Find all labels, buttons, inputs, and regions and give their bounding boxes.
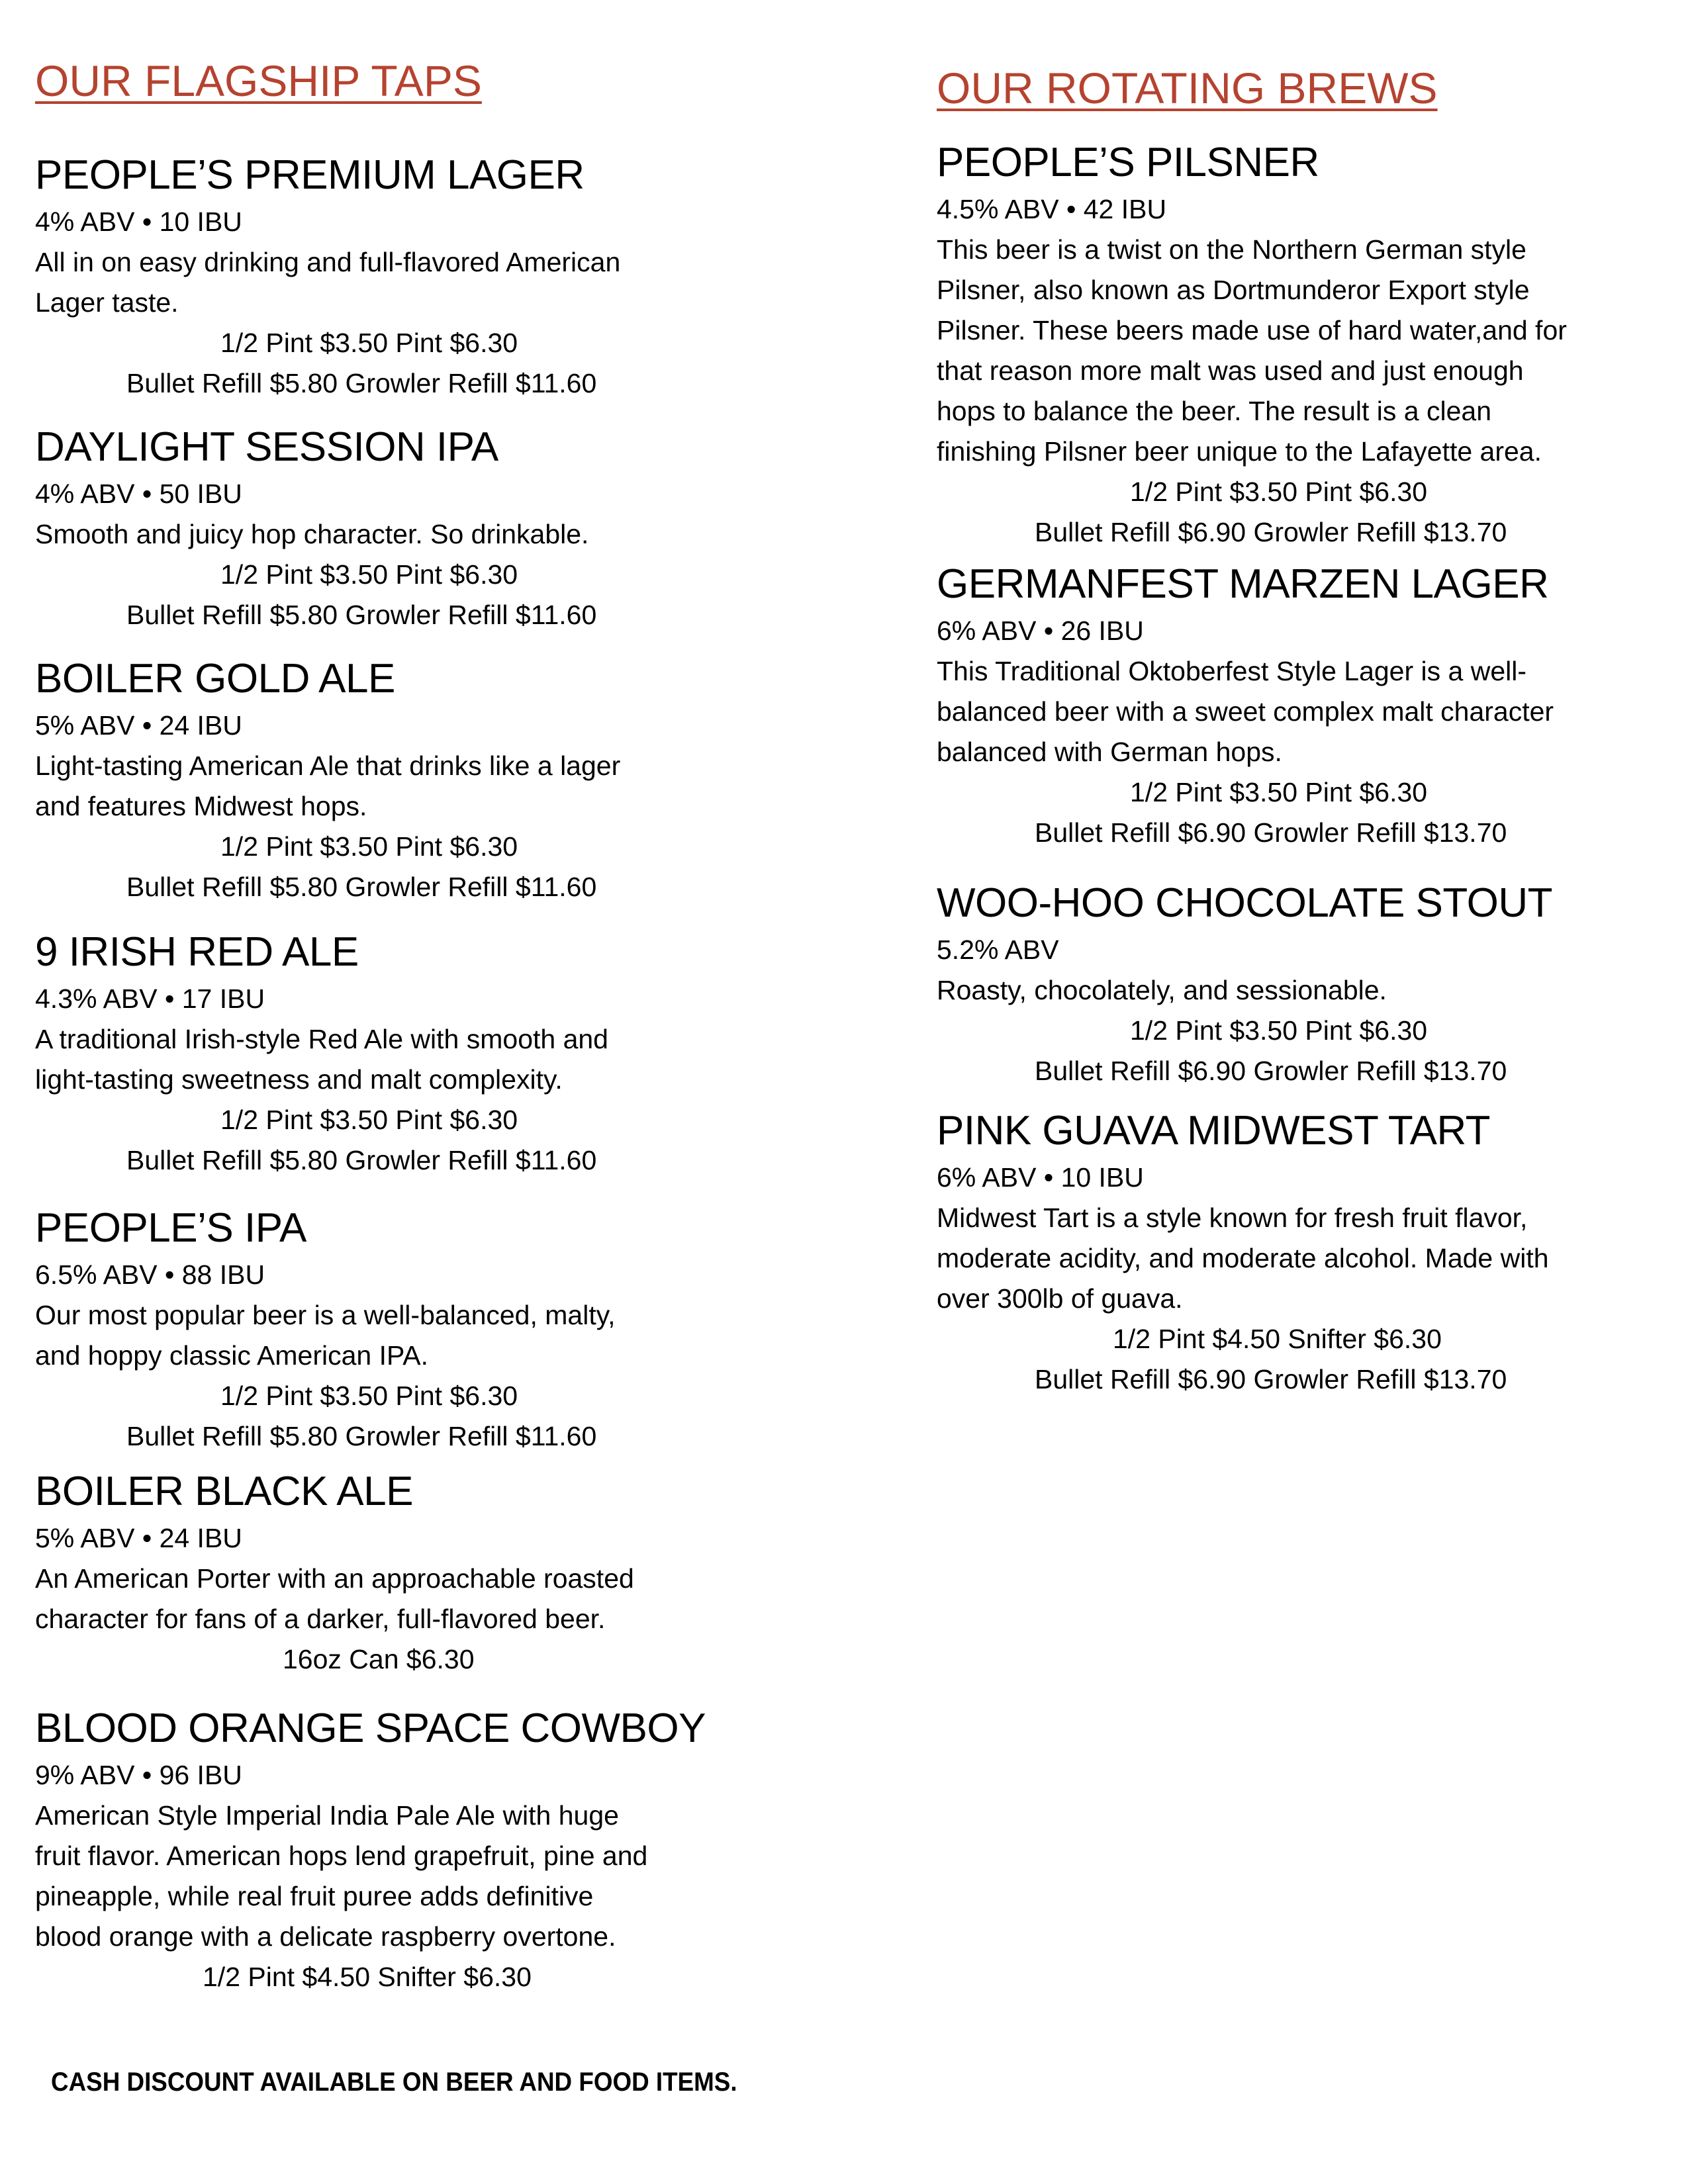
price-line: 1/2 Pint $4.50 Snifter $6.30 <box>203 1962 532 1992</box>
cash-discount-note: CASH DISCOUNT AVAILABLE ON BEER AND FOOD ITEMS. <box>51 2068 737 2097</box>
beer-description-line: moderate acidity, and moderate alcohol. Made with <box>937 1243 1549 1273</box>
beer-item <box>35 653 849 907</box>
beer-name: WOO-HOO CHOCOLATE STOUT <box>937 880 1553 926</box>
beer-name: PINK GUAVA MIDWEST TART <box>937 1108 1490 1154</box>
beer-name: PEOPLE’S IPA <box>35 1205 306 1251</box>
price-line: 1/2 Pint $3.50 Pint $6.30 <box>1130 777 1428 807</box>
beer-description-line: Light-tasting American Ale that drinks like a lager <box>35 751 621 781</box>
beer-description-line: This beer is a twist on the Northern German style <box>937 234 1526 265</box>
beer-item <box>937 1105 1678 1400</box>
beer-name: PEOPLE’S PREMIUM LAGER <box>35 152 585 198</box>
beer-stats: 6.5% ABV • 88 IBU <box>35 1259 265 1290</box>
beer-item <box>35 421 849 635</box>
beer-description-line: hops to balance the beer. The result is a clean <box>937 396 1492 426</box>
beer-description-line: pineapple, while real fruit puree adds definitive <box>35 1881 594 1911</box>
beer-description-line: American Style Imperial India Pale Ale with huge <box>35 1800 619 1831</box>
price-line: Bullet Refill $5.80 Growler Refill $11.60 <box>126 368 597 398</box>
price-line: 16oz Can $6.30 <box>283 1644 475 1674</box>
beer-item <box>937 558 1678 853</box>
beer-name: DAYLIGHT SESSION IPA <box>35 424 498 470</box>
beer-name: PEOPLE’S PILSNER <box>937 140 1319 185</box>
price-line: Bullet Refill $5.80 Growler Refill $11.60 <box>126 600 597 630</box>
beer-description-line: finishing Pilsner beer unique to the Lafayette area. <box>937 436 1542 467</box>
beer-name: BLOOD ORANGE SPACE COWBOY <box>35 1706 706 1751</box>
beer-item <box>937 136 1678 553</box>
beer-description-line: that reason more malt was used and just enough <box>937 355 1524 386</box>
beer-stats: 4.5% ABV • 42 IBU <box>937 194 1167 224</box>
beer-description-line: This Traditional Oktoberfest Style Lager is a well- <box>937 656 1526 686</box>
price-line: 1/2 Pint $3.50 Pint $6.30 <box>1130 477 1428 507</box>
beer-item <box>35 1202 849 1457</box>
beer-stats: 6% ABV • 26 IBU <box>937 615 1144 646</box>
beer-stats: 9% ABV • 96 IBU <box>35 1760 242 1790</box>
beer-description-line: Our most popular beer is a well-balanced, malty, <box>35 1300 616 1330</box>
price-line: Bullet Refill $5.80 Growler Refill $11.60 <box>126 872 597 902</box>
beer-description-line: and hoppy classic American IPA. <box>35 1340 429 1371</box>
beer-description-line: Pilsner. These beers made use of hard water,and for <box>937 315 1567 345</box>
price-line: 1/2 Pint $3.50 Pint $6.30 <box>220 831 518 862</box>
price-line: 1/2 Pint $4.50 Snifter $6.30 <box>1113 1324 1442 1354</box>
beer-description-line: Pilsner, also known as Dortmunderor Export style <box>937 275 1530 305</box>
beer-item <box>35 1465 849 1680</box>
beer-description-line: blood orange with a delicate raspberry overtone. <box>35 1921 616 1952</box>
beer-item <box>35 926 849 1181</box>
beer-description-line: over 300lb of guava. <box>937 1283 1183 1314</box>
beer-stats: 5% ABV • 24 IBU <box>35 710 242 741</box>
price-line: 1/2 Pint $3.50 Pint $6.30 <box>1130 1015 1428 1046</box>
beer-stats: 5.2% ABV <box>937 934 1059 965</box>
beer-description-line: An American Porter with an approachable roasted <box>35 1563 634 1594</box>
beer-description-line: and features Midwest hops. <box>35 791 367 821</box>
beer-description-line: light-tasting sweetness and malt complexity. <box>35 1064 563 1095</box>
beer-description-line: balanced beer with a sweet complex malt character <box>937 696 1554 727</box>
beer-description-line: character for fans of a darker, full-flavored beer. <box>35 1604 606 1634</box>
beer-description-line: balanced with German hops. <box>937 737 1282 767</box>
beer-name: 9 IRISH RED ALE <box>35 929 359 975</box>
beer-stats: 6% ABV • 10 IBU <box>937 1162 1144 1193</box>
price-line: 1/2 Pint $3.50 Pint $6.30 <box>220 1381 518 1411</box>
price-line: 1/2 Pint $3.50 Pint $6.30 <box>220 559 518 590</box>
beer-description-line: All in on easy drinking and full-flavored American <box>35 247 621 277</box>
beer-item <box>35 149 849 404</box>
price-line: Bullet Refill $5.80 Growler Refill $11.60 <box>126 1145 597 1175</box>
section-heading-rotating: OUR ROTATING BREWS <box>937 64 1438 113</box>
price-line: Bullet Refill $5.80 Growler Refill $11.60 <box>126 1421 597 1451</box>
price-line: Bullet Refill $6.90 Growler Refill $13.70 <box>1035 517 1507 547</box>
beer-description-line: A traditional Irish-style Red Ale with smooth and <box>35 1024 608 1054</box>
beer-description-line: fruit flavor. American hops lend grapefruit, pine and <box>35 1841 648 1871</box>
price-line: 1/2 Pint $3.50 Pint $6.30 <box>220 1105 518 1135</box>
price-line: Bullet Refill $6.90 Growler Refill $13.70 <box>1035 1056 1507 1086</box>
beer-stats: 4% ABV • 50 IBU <box>35 478 242 509</box>
price-line: Bullet Refill $6.90 Growler Refill $13.70 <box>1035 1364 1507 1394</box>
beer-stats: 4.3% ABV • 17 IBU <box>35 983 265 1014</box>
beer-stats: 5% ABV • 24 IBU <box>35 1523 242 1553</box>
beer-description-line: Lager taste. <box>35 287 179 318</box>
beer-item <box>937 877 1678 1091</box>
section-heading-flagship: OUR FLAGSHIP TAPS <box>35 56 482 105</box>
beer-description-line: Roasty, chocolately, and sessionable. <box>937 975 1387 1005</box>
beer-description-line: Smooth and juicy hop character. So drinkable. <box>35 519 589 549</box>
price-line: Bullet Refill $6.90 Growler Refill $13.70 <box>1035 817 1507 848</box>
beer-name: GERMANFEST MARZEN LAGER <box>937 561 1549 607</box>
beer-item <box>35 1702 849 1997</box>
beer-name: BOILER GOLD ALE <box>35 656 395 702</box>
beer-name: BOILER BLACK ALE <box>35 1469 413 1514</box>
beer-description-line: Midwest Tart is a style known for fresh fruit flavor, <box>937 1203 1528 1233</box>
beer-stats: 4% ABV • 10 IBU <box>35 206 242 237</box>
price-line: 1/2 Pint $3.50 Pint $6.30 <box>220 328 518 358</box>
